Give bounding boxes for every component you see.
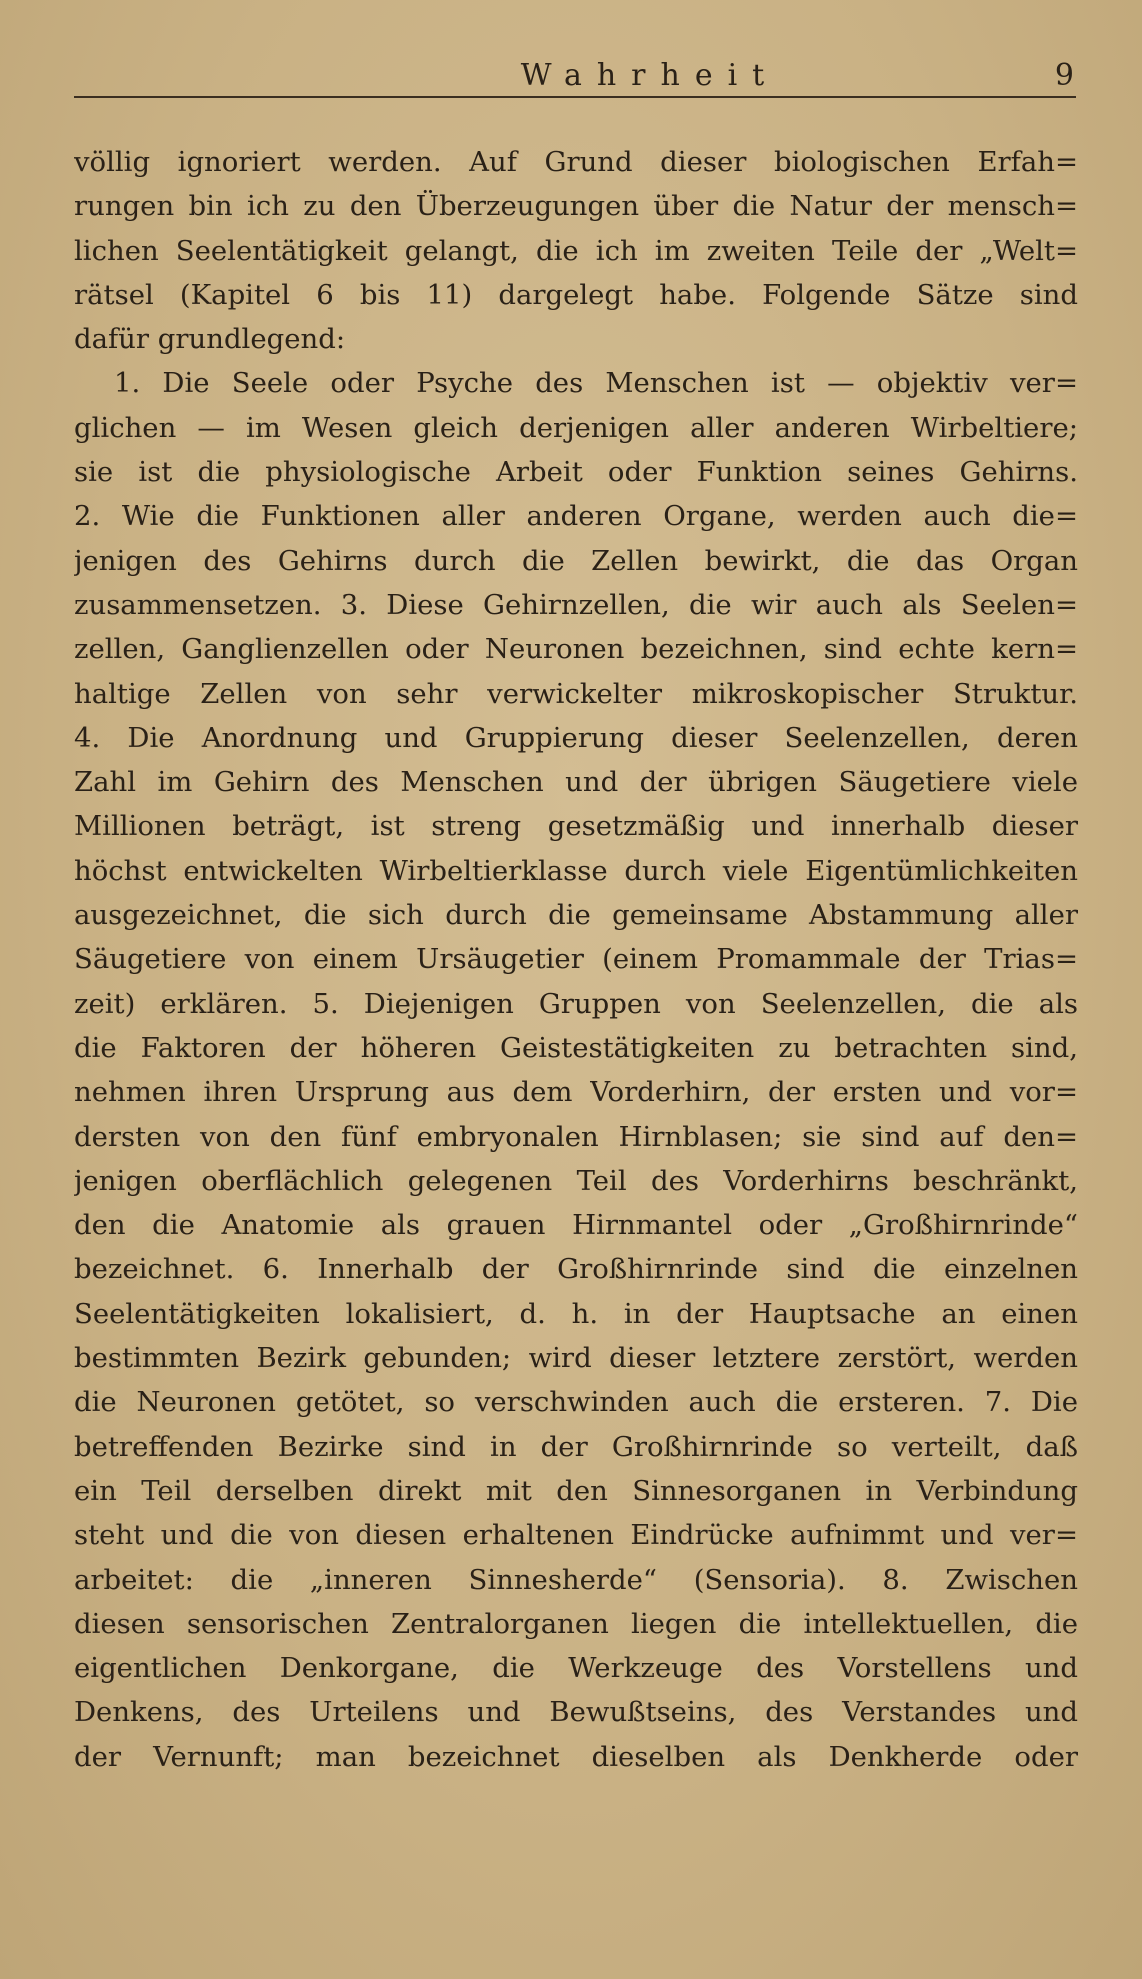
text-line: diesen sensorischen Zentralorganen liegen die intellektuellen, die xyxy=(74,1607,1078,1640)
text-line: betreffenden Bezirke sind in der Großhirnrinde so verteilt, daß xyxy=(74,1430,1078,1463)
text-line: jenigen des Gehirns durch die Zellen bewirkt, die das Organ xyxy=(74,544,1078,577)
text-line: die Faktoren der höheren Geistestätigkeiten zu betrachten sind, xyxy=(74,1031,1078,1064)
running-header xyxy=(72,58,1078,100)
header-rule xyxy=(74,96,1076,98)
text-line: arbeitet: die „inneren Sinnesherde“ (Sensoria). 8. Zwischen xyxy=(74,1563,1078,1596)
text-line: bezeichnet. 6. Innerhalb der Großhirnrinde sind die einzelnen xyxy=(74,1253,1078,1286)
text-line: Denkens, des Urteilens und Bewußtseins, des Verstandes und xyxy=(74,1696,1078,1729)
page-number: 9 xyxy=(1054,58,1074,93)
text-line: Zahl im Gehirn des Menschen und der übrigen Säugetiere viele xyxy=(74,766,1078,799)
text-line: eigentlichen Denkorgane, die Werkzeuge des Vorstellens und xyxy=(74,1652,1078,1685)
text-line: höchst entwickelten Wirbeltierklasse durch viele Eigentümlichkeiten xyxy=(74,854,1078,887)
text-line: 1. Die Seele oder Psyche des Menschen ist — objektiv ver= xyxy=(114,367,1078,400)
text-line: der Vernunft; man bezeichnet dieselben als Denkherde oder xyxy=(74,1740,1078,1773)
text-line: bestimmten Bezirk gebunden; wird dieser letztere zerstört, werden xyxy=(74,1342,1078,1375)
text-line: zusammensetzen. 3. Diese Gehirnzellen, die wir auch als Seelen= xyxy=(74,588,1078,621)
text-line: die Neuronen getötet, so verschwinden auch die ersteren. 7. Die xyxy=(74,1386,1078,1419)
text-line: jenigen oberflächlich gelegenen Teil des Vorderhirns beschränkt, xyxy=(74,1164,1078,1197)
text-line: sie ist die physiologische Arbeit oder Funktion seines Gehirns. xyxy=(74,456,1078,489)
text-line: völlig ignoriert werden. Auf Grund dieser biologischen Erfah= xyxy=(74,146,1078,178)
text-line: nehmen ihren Ursprung aus dem Vorderhirn, der ersten und vor= xyxy=(74,1076,1078,1109)
text-line: ein Teil derselben direkt mit den Sinnesorganen in Verbindung xyxy=(74,1474,1078,1507)
text-line: rätsel (Kapitel 6 bis 11) dargelegt habe. Folgende Sätze sind xyxy=(74,278,1078,311)
text-line: dersten von den fünf embryonalen Hirnblasen; sie sind auf den= xyxy=(74,1120,1078,1153)
text-line: Säugetiere von einem Ursäugetier (einem Promammale der Trias= xyxy=(74,943,1078,976)
running-title: Wahrheit xyxy=(520,58,780,93)
text-line: zellen, Ganglienzellen oder Neuronen bezeichnen, sind echte kern= xyxy=(74,633,1078,666)
text-line: zeit) erklären. 5. Diejenigen Gruppen von Seelenzellen, die als xyxy=(74,987,1078,1020)
text-line: lichen Seelentätigkeit gelangt, die ich im zweiten Teile der „Welt= xyxy=(74,234,1078,267)
body-text xyxy=(74,140,1078,1779)
text-line: Seelentätigkeiten lokalisiert, d. h. in der Hauptsache an einen xyxy=(74,1297,1078,1330)
text-line: dafür grundlegend: xyxy=(74,323,346,356)
text-line: glichen — im Wesen gleich derjenigen aller anderen Wirbeltiere; xyxy=(74,411,1078,444)
text-line: haltige Zellen von sehr verwickelter mikroskopischer Struktur. xyxy=(74,677,1078,710)
text-line: den die Anatomie als grauen Hirnmantel oder „Großhirnrinde“ xyxy=(74,1209,1078,1242)
text-line: rungen bin ich zu den Überzeugungen über die Natur der mensch= xyxy=(74,190,1078,223)
text-line: Millionen beträgt, ist streng gesetzmäßig und innerhalb dieser xyxy=(74,810,1078,843)
text-line: 2. Wie die Funktionen aller anderen Organe, werden auch die= xyxy=(74,500,1078,533)
text-line: steht und die von diesen erhaltenen Eindrücke aufnimmt und ver= xyxy=(74,1519,1078,1552)
text-line: 4. Die Anordnung und Gruppierung dieser Seelenzellen, deren xyxy=(74,721,1078,754)
text-line: ausgezeichnet, die sich durch die gemeinsame Abstammung aller xyxy=(74,899,1078,932)
